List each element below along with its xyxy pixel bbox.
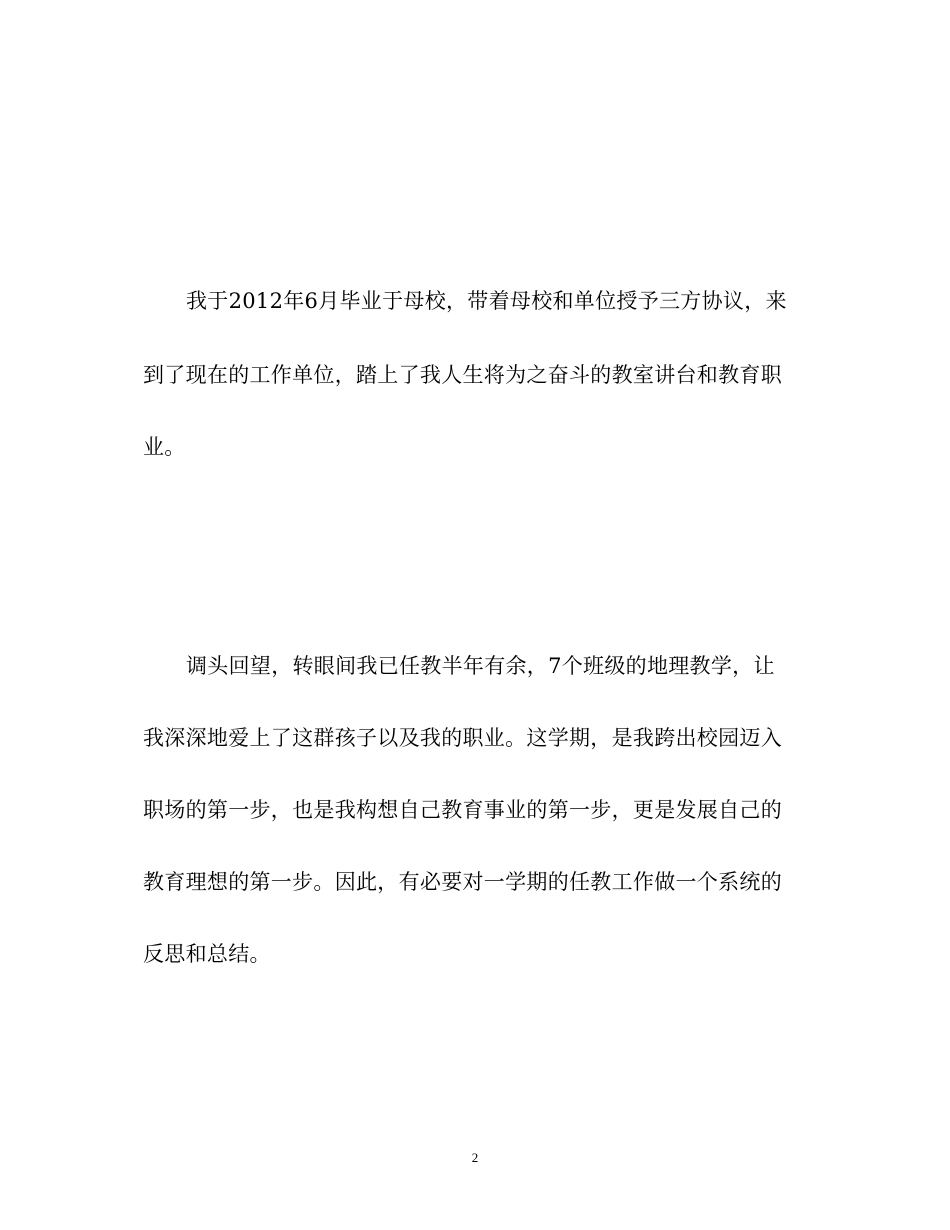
paragraph-line: 业。 [143, 435, 186, 459]
paragraph-line: 职场的第一步，也是我构想自己教育事业的第一步，更是发展自己的 [143, 798, 782, 822]
page-number: 2 [471, 1150, 479, 1165]
paragraph-line: 我深深地爱上了这群孩子以及我的职业。这学期，是我跨出校园迈入 [143, 726, 782, 750]
paragraph-line: 我于2012年6月毕业于母校，带着母校和单位授予三方协议，来 [186, 289, 787, 313]
paragraph-line: 教育理想的第一步。因此，有必要对一学期的任教工作做一个系统的 [143, 870, 782, 894]
paragraph-line: 调头回望，转眼间我已任教半年有余，7个班级的地理教学，让 [186, 654, 775, 678]
paragraph-line: 到了现在的工作单位，踏上了我人生将为之奋斗的教室讲台和教育职 [143, 363, 782, 387]
paragraph-line: 反思和总结。 [143, 942, 271, 966]
